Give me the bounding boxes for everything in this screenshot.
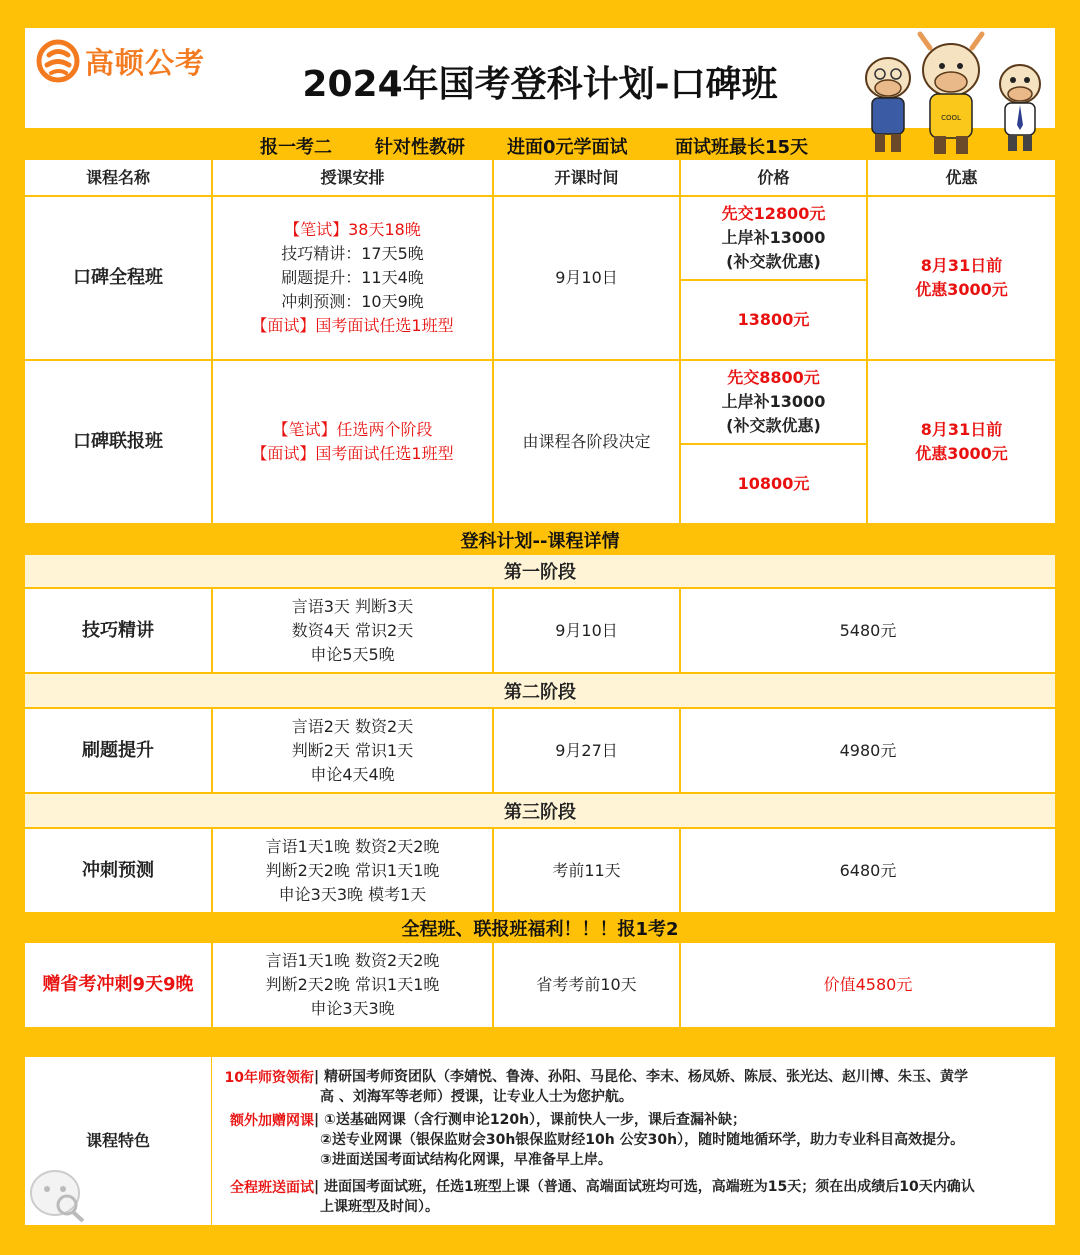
schedule-line: 【面试】国考面试任选1班型 <box>251 316 454 335</box>
discount-line: 8月31日前 <box>920 420 1003 439</box>
schedule-line: 申论4天4晚 <box>310 764 395 784</box>
feature-line: | ①送基础网课（含行测申论120h），课前快人一步，课后查漏补缺； <box>314 1112 747 1128</box>
feature-line: ③进面送国考面试结构化网课，早准备早上岸。 <box>320 1152 612 1168</box>
details-title: 登科计划--课程详情 <box>460 531 620 552</box>
slogan-bar <box>25 130 1055 159</box>
page-title: 2024年国考登科计划-口碑班 <box>302 64 778 105</box>
schedule-line: 【笔试】38天18晚 <box>284 220 421 239</box>
bonus-course-name: 赠省考冲刺9天9晚 <box>25 943 211 1027</box>
stage-course-name-2: 刷题提升 <box>25 709 211 792</box>
course-schedule-joint <box>213 361 492 523</box>
col-header-start: 开课时间 <box>494 160 679 195</box>
discount-line: 优惠3000元 <box>915 280 1008 299</box>
schedule-line: 判断2天2晚 常识1天1晚 <box>265 975 440 994</box>
stage-start-1: 9月10日 <box>494 589 679 672</box>
stage-schedule-1 <box>213 589 492 672</box>
feature-tag-3: 全程班送面试 <box>230 1180 314 1196</box>
feature-tag-1: 10年师资领衔 <box>224 1070 314 1086</box>
price-line: 上岸补13000 <box>721 228 826 247</box>
feature-line: 上课班型及时间）。 <box>320 1199 439 1215</box>
price-line: (补交款优惠) <box>726 252 821 271</box>
features-label: 课程特色 <box>85 1131 150 1150</box>
price-full-pay-full: 13800元 <box>681 281 866 359</box>
discount-joint <box>868 361 1055 523</box>
schedule-line: 言语1天1晚 数资2天2晚 <box>265 836 440 856</box>
price-line: 上岸补13000 <box>721 392 826 411</box>
col-header-name: 课程名称 <box>25 160 211 195</box>
bonus-start: 省考考前10天 <box>494 943 679 1027</box>
feature-line: 高 、刘海军等老师）授课，让专业人士为您护航。 <box>320 1089 633 1105</box>
course-start-full: 9月10日 <box>494 197 679 359</box>
slogan-2: 针对性教研 <box>375 137 465 158</box>
stage-price-2: 4980元 <box>681 709 1055 792</box>
schedule-line: 数资4天 常识2天 <box>291 620 414 640</box>
schedule-line: 【笔试】任选两个阶段 <box>272 420 433 439</box>
feature-text-1 <box>314 1067 1049 1107</box>
stage-header-2: 第二阶段 <box>25 674 1055 707</box>
price-line: 先交8800元 <box>727 368 820 387</box>
logo-text: 高顿公考 <box>85 45 206 80</box>
price-deposit-full <box>681 197 866 279</box>
price-line: (补交款优惠) <box>726 416 821 435</box>
schedule-line: 冲刺预测：10天9晚 <box>281 292 424 311</box>
features-content <box>212 1057 1055 1225</box>
feature-text-3 <box>314 1177 1049 1217</box>
bonus-title: 全程班、联报班福利！！！报1考2 <box>401 919 679 940</box>
discount-line: 优惠3000元 <box>915 444 1008 463</box>
stage-schedule-3 <box>213 829 492 912</box>
course-schedule-full <box>213 197 492 359</box>
slogan-4: 面试班最长15天 <box>675 137 809 158</box>
stage-start-2: 9月27日 <box>494 709 679 792</box>
stage-price-1: 5480元 <box>681 589 1055 672</box>
slogan-3: 进面0元学面试 <box>507 137 628 158</box>
schedule-line: 刷题提升：11天4晚 <box>281 268 424 287</box>
schedule-line: 申论3天3晚 模考1天 <box>278 884 427 904</box>
schedule-line: 判断2天2晚 常识1天1晚 <box>265 860 440 880</box>
course-name-full: 口碑全程班 <box>25 197 211 359</box>
stage-header-1: 第一阶段 <box>25 555 1055 587</box>
cow-magnifier-icon <box>25 1155 91 1225</box>
discount-full <box>868 197 1055 359</box>
feature-text-2 <box>314 1110 1049 1170</box>
schedule-line: 言语3天 判断3天 <box>291 596 414 616</box>
course-name-joint: 口碑联报班 <box>25 361 211 523</box>
stage-start-3: 考前11天 <box>494 829 679 912</box>
schedule-line: 【面试】国考面试任选1班型 <box>251 444 454 463</box>
stage-course-name-3: 冲刺预测 <box>25 829 211 912</box>
schedule-line: 申论5天5晚 <box>310 644 395 664</box>
schedule-line: 申论3天3晚 <box>310 999 395 1018</box>
price-deposit-joint <box>681 361 866 443</box>
col-header-price: 价格 <box>681 160 866 195</box>
feature-line: | 精研国考师资团队（李婧悦、鲁涛、孙阳、马昆伦、李末、杨凤娇、陈辰、张光达、赵川博、朱玉、黄学 <box>314 1069 968 1085</box>
feature-line: ②送专业网课（银保监财会30h银保监财经10h 公安30h），随时随地循环学，助力专业科目高效提分。 <box>320 1132 965 1148</box>
col-header-schedule: 授课安排 <box>213 160 492 195</box>
stage-price-3: 6480元 <box>681 829 1055 912</box>
slogan-1: 报一考二 <box>260 137 332 158</box>
bonus-schedule <box>213 943 492 1027</box>
stage-schedule-2 <box>213 709 492 792</box>
discount-line: 8月31日前 <box>920 256 1003 275</box>
schedule-line: 言语2天 数资2天 <box>291 716 414 736</box>
schedule-line: 判断2天 常识1天 <box>291 740 414 760</box>
feature-tag-2: 额外加赠网课 <box>230 1113 314 1129</box>
schedule-line: 言语1天1晚 数资2天2晚 <box>265 951 440 970</box>
svg-text:COOL: COOL <box>941 114 961 122</box>
course-start-joint: 由课程各阶段决定 <box>494 361 679 523</box>
bonus-price: 价值4580元 <box>681 943 1055 1027</box>
stage-course-name-1: 技巧精讲 <box>25 589 211 672</box>
schedule-line: 技巧精讲：17天5晚 <box>281 244 424 263</box>
price-line: 先交12800元 <box>721 204 826 223</box>
stage-header-3: 第三阶段 <box>25 794 1055 827</box>
price-full-pay-joint: 10800元 <box>681 445 866 523</box>
col-header-discount: 优惠 <box>868 160 1055 195</box>
feature-line: | 进面国考面试班，任选1班型上课（普通、高端面试班均可选，高端班为15天；须在出成绩后10天内确认 <box>314 1179 975 1195</box>
